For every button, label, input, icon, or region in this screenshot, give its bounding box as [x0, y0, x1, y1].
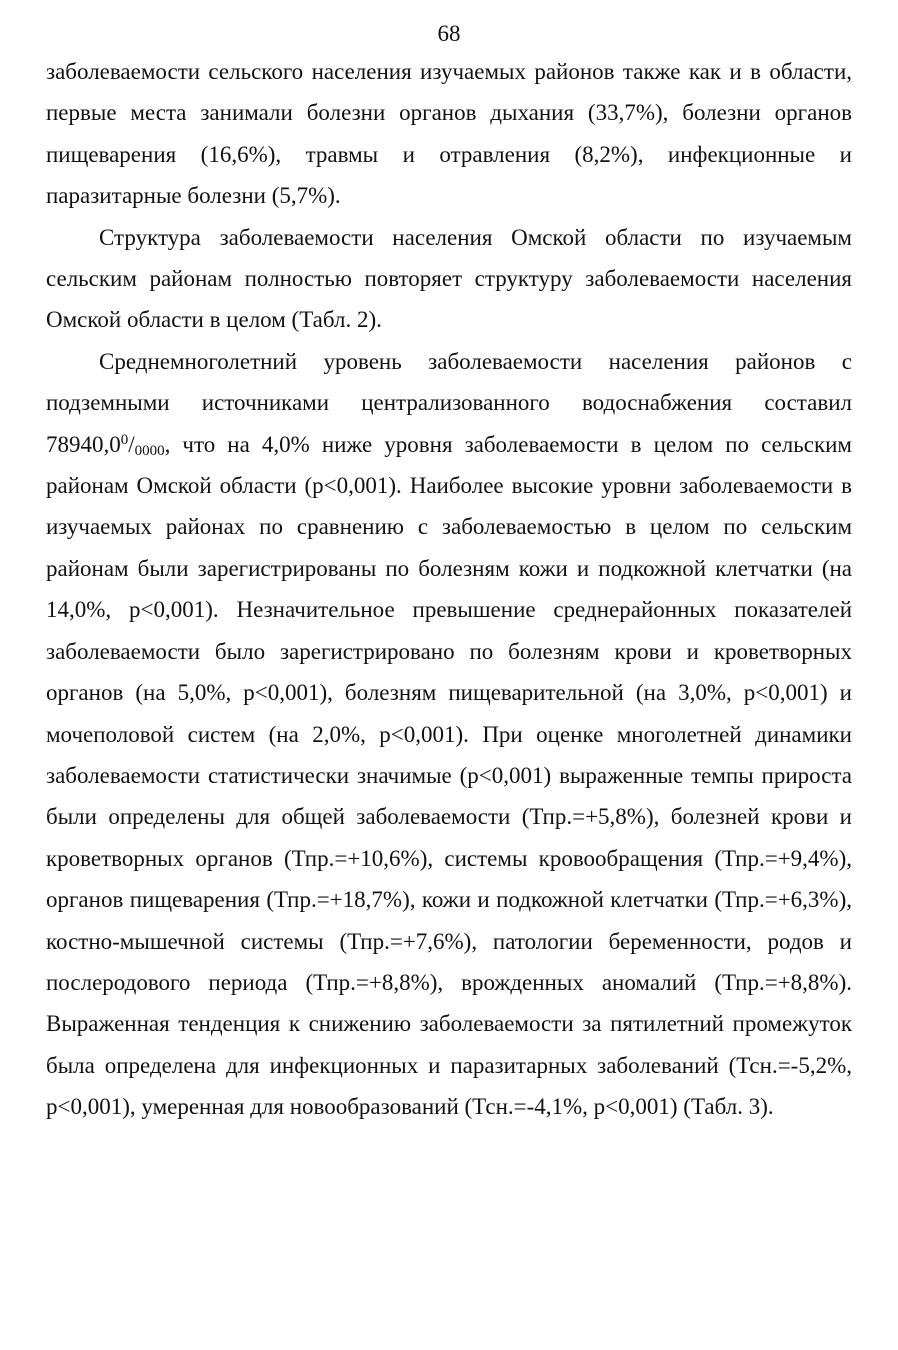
rate-subscript: 0000: [134, 442, 165, 459]
page-number: 68: [437, 21, 461, 46]
paragraph-morbidity-level: [46, 341, 852, 1128]
paragraph-structure: Структура заболеваемости населения Омской области по изучаемым сельским районам полностью повторяет структуру заболеваемости населения Омской области в целом (Табл. 2).: [46, 224, 852, 333]
rate-superscript: 0: [120, 431, 129, 448]
paragraph-continuation: заболеваемости сельского населения изучаемых районов также как и в области, первые места занимали болезни органов дыхания (33,7%), болезни органов пищеварения (16,6%), травмы и отравления (8,2%), инфекционные и паразитарные болезни (5,7%).: [46, 59, 852, 209]
paragraph-text-part1: Среднемноголетний уровень заболеваемости населения районов с подземными источниками централизованного водоснабжения составил 78940,0: [46, 348, 852, 457]
rate-slash: /: [128, 431, 135, 457]
paragraph-text-part2: , что на 4,0% ниже уровня заболеваемости в целом по сельским районам Омской области (р<0,001). Наиболее высокие уровни заболеваемости в изучаемых районах по сравнению с заболеваемостью в целом по сельским районам были зарегистрированы по болезням кожи и подкожной клетчатки (на 14,0%, р<0,001). Незначительное превышение среднерайонных показателей заболеваемости было зарегистрировано по болезням крови и кроветворных органов (на 5,0%, р<0,001), болезням пищеварительной (на 3,0%, р<0,001) и мочеполовой систем (на 2,0%, р<0,001). При оценке многолетней динамики заболеваемости статистически значимые (р<0,001) выраженные темпы прироста были определены для общей заболеваемости (Тпр.=+5,8%), болезней крови и кроветворных органов (Тпр.=+10,6%), системы кровообращения (Тпр.=+9,4%), органов пищеварения (Тпр.=+18,7%), кожи и подкожной клетчатки (Тпр.=+6,3%), костно-мышечной системы (Тпр.=+7,6%), патологии беременности, родов и послеродового периода (Тпр.=+8,8%), врожденных аномалий (Тпр.=+8,8%). Выраженная тенденция к снижению заболеваемости за пятилетний промежуток была определена для инфекционных и паразитарных заболеваний (Тсн.=-5,2%, р<0,001), умеренная для новообразований (Тсн.=-4,1%, р<0,001) (Табл. 3).: [46, 431, 852, 1120]
document-body: [46, 51, 852, 1128]
